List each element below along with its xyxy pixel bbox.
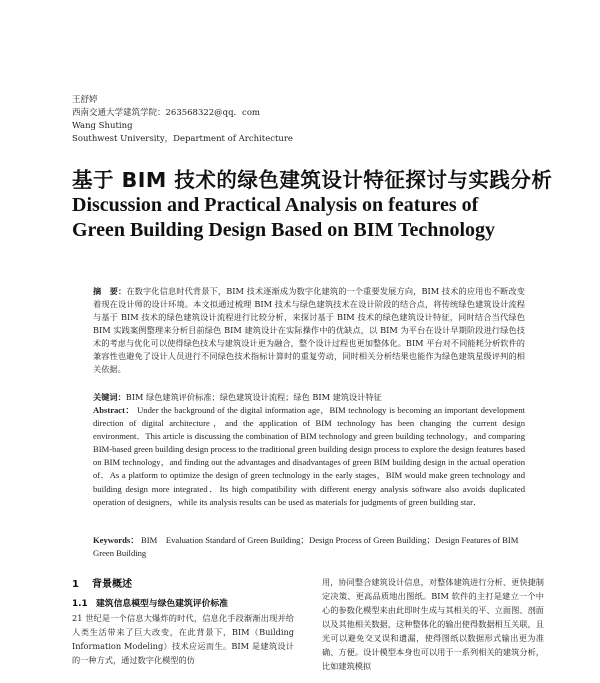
abstract-chinese-text: 在数字化信息时代背景下，BIM 技术逐渐成为数字化建筑的一个重要发展方向，BIM 技术的应用也不断改变着现在设计师的设计环境。本文拟通过梳理 BIM 技术与绿色建筑技术在设计阶段的结合点，将传统绿色建筑设计流程与基于 BIM 技术的绿色建筑设计流程进行比较分析，来探讨基于 BIM 技术的绿色建筑设计特征，同时结合当代绿色 BIM 实践案例整理来分析目前绿色 BIM 建筑设计在实际操作中的优缺点，以 BIM 为平台在设计早期阶段进行绿色技术的考虑与优化可以使得绿色技术与建筑设计更为融合，整个设计过程也更加整体化。BIM 平台对不同能耗分析软件的兼容性也避免了设计人员进行不同绿色技术指标计算时的重复劳动，同时相关分析结果也能作为绿色建筑星级评判的相关依据。 [93,286,525,374]
author-affiliation-en: Southwest University，Department of Architecture [72,134,293,144]
title-chinese: 基于 BIM 技术的绿色建筑设计特征探讨与实践分析 [72,168,553,192]
keywords-chinese-label: 关键词： [93,392,126,402]
title-english-line-1: Discussion and Practical Analysis on features of [72,194,479,216]
author-affiliation-cn: 西南交通大学建筑学院：263568322@qq．com [72,108,260,118]
abstract-chinese [93,285,525,376]
abstract-english-label: Abstract： [93,405,135,415]
subsection-title: 建筑信息模型与绿色建筑评价标准 [96,599,228,609]
abstract-english [93,404,525,509]
keywords-english-text: BIM Evaluation Standard of Green Building；Design Process of Green Building；Design Features of BIM Green Building [93,535,519,558]
keywords-chinese-text: BIM 绿色建筑评价标准；绿色建筑设计流程；绿色 BIM 建筑设计特征 [125,392,382,402]
author-name-en: Wang Shuting [72,121,133,131]
section-heading [72,578,294,592]
author-name-cn: 王舒婷 [72,95,98,105]
abstract-chinese-label: 摘 要： [93,286,127,296]
keywords-english [93,534,525,560]
keywords-chinese [93,391,525,404]
subsection-heading [72,597,294,611]
body-left-column [72,578,294,667]
author-block [72,94,293,146]
subsection-number: 1.1 [72,599,88,609]
title-english-line-2: Green Building Design Based on BIM Technology [72,219,496,241]
section-body-text: 21 世纪是一个信息大爆炸的时代，信息化手段渐渐出现并给人类生活带来了巨大改变，在此背景下，BIM（Building Information Modeling）技术应运而生。BIM 是建筑设计的一种方式，通过数字化模型的仿 [72,613,294,665]
abstract-english-text: Under the background of the digital information age，BIM technology is becoming an important development direction of digital architecture，and the application of BIM technology has been changing the current design environment．This article is discussing the combination of BIM technology and green building technology，and comparing BIM-based green building design process to the traditional green building design process to explore the design features based on BIM technology，and finding out the advantages and disadvantages of green BIM building design in the actual operation of．As a platform to optimize the design of green technology in the early stages，BIM would make green technology and building design more integrated．Its high compatibility with different energy analysis software also avoids duplicated operation of designers，while its analysis results can be used as materials for judgments of green building star． [93,405,525,507]
body-right-column: 用，协同整合建筑设计信息，对整体建筑进行分析、更快捷制定决策、更高品质地出图纸。BIM 软件的主打是建立一个中心的参数化模型来由此即时生成与其相关的平、立面图、剖面以及其他相关数据，这种整体化的输出使得数据相互关联，且光可以避免交叉误和遗漏，使得图纸以数据形式输出更为准确、方便。设计模型本身也可以用于一系列相关的建筑分析，比如建筑模拟 [322,577,544,671]
section-number: 1 [72,579,79,590]
section-title: 背景概述 [92,579,132,590]
keywords-english-label: Keywords： [93,535,139,545]
title-english [72,193,542,243]
